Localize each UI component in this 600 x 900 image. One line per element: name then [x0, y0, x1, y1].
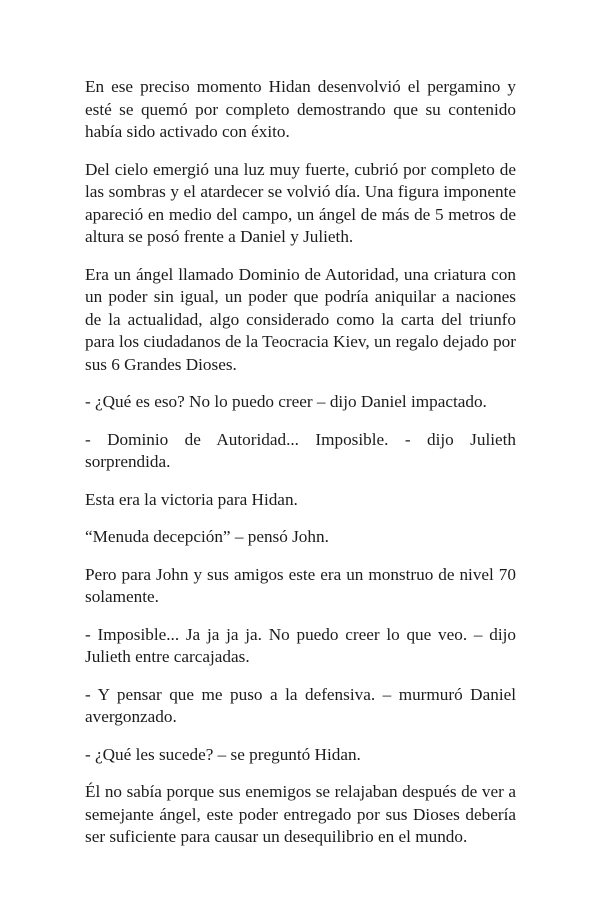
dialogue-julieth-carcajadas: - Imposible... Ja ja ja ja. No puedo creer lo que veo. – dijo Julieth entre carcajadas.: [85, 624, 516, 666]
dialogue-hidan: - ¿Qué les sucede? – se preguntó Hidan.: [85, 744, 361, 764]
thought-john: “Menuda decepción” – pensó John.: [85, 527, 329, 546]
paragraph-angel: Era un ángel llamado Dominio de Autoridad, una criatura con un poder sin igual, un poder que podría aniquilar a naciones de la actualidad, algo considerado como la carta del triunfo para los ciudadanos de la Teocracia Kiev, un regalo dejado por sus 6 Grandes Dioses.: [85, 264, 516, 374]
paragraph-pergamino: En ese preciso momento Hidan desenvolvió el pergamino y esté se quemó por completo demostrando que su contenido había sido activado con éxito.: [85, 77, 516, 141]
dialogue-daniel-avergonzado: - Y pensar que me puso a la defensiva. – murmuró Daniel avergonzado.: [85, 684, 516, 726]
paragraph-victoria: Esta era la victoria para Hidan.: [85, 489, 298, 509]
dialogue-daniel-impactado: - ¿Qué es eso? No lo puedo creer – dijo Daniel impactado.: [85, 392, 487, 411]
paragraph-luz: Del cielo emergió una luz muy fuerte, cubrió por completo de las sombras y el atardecer se volvió día. Una figura imponente apareció en medio del campo, un ángel de más de 5 metros de altura se posó frente a Daniel y Julieth.: [85, 159, 516, 246]
dialogue-julieth-sorprendida: - Dominio de Autoridad... Imposible. - dijo Julieth sorprendida.: [85, 429, 516, 471]
paragraph-desequilibrio: Él no sabía porque sus enemigos se relajaban después de ver a semejante ángel, este poder entregado por sus Dioses debería ser suficiente para causar un desequilibrio en el mundo.: [85, 782, 516, 846]
paragraph-monstruo: Pero para John y sus amigos este era un monstruo de nivel 70 solamente.: [85, 564, 516, 606]
